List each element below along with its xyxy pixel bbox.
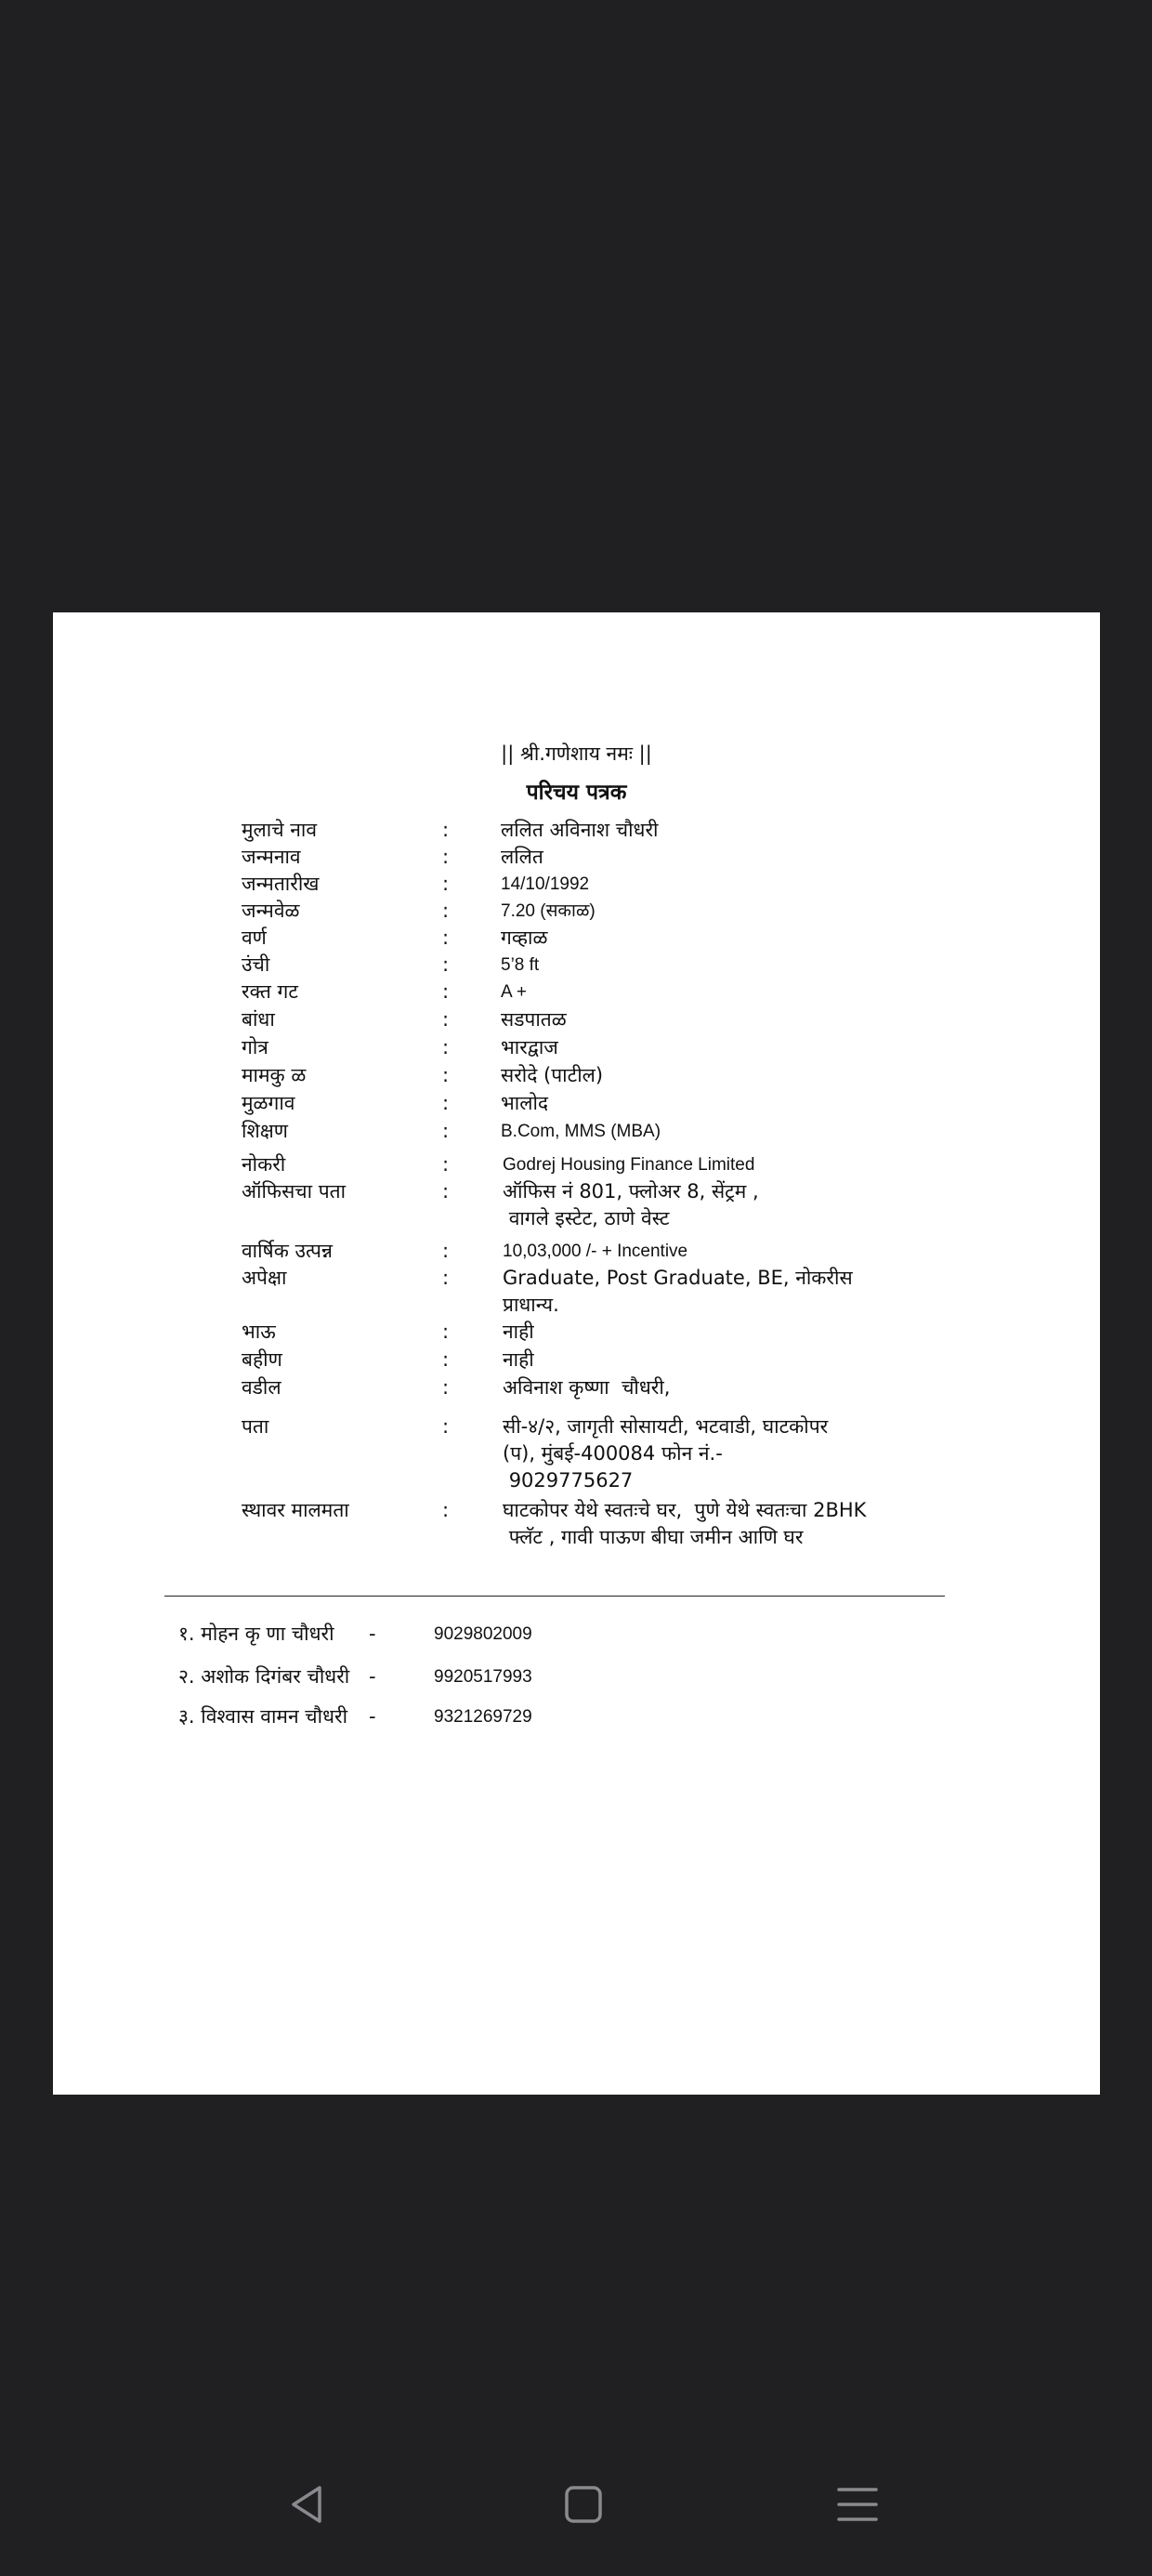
colon: :: [442, 1240, 450, 1262]
info-value: सडपातळ: [501, 1008, 567, 1031]
reference-dash: -: [369, 1665, 376, 1688]
colon: :: [442, 1321, 450, 1343]
info-label: नोकरी: [242, 1153, 286, 1176]
reference-phone: 9321269729: [434, 1707, 532, 1727]
info-value: नाही: [503, 1348, 534, 1371]
colon: :: [442, 873, 450, 895]
document-page: [53, 612, 1100, 2095]
system-navigation-bar: [0, 2453, 1152, 2556]
info-label: जन्मवेळ: [242, 900, 300, 922]
info-label: जन्मनाव: [242, 846, 301, 868]
info-label: वार्षिक उत्पन्न: [242, 1240, 333, 1262]
info-value: भारद्वाज: [501, 1036, 558, 1058]
info-label: गोत्र: [242, 1036, 268, 1058]
colon: :: [442, 1415, 450, 1438]
info-value: सरोदे (पाटील): [501, 1064, 604, 1086]
info-value: ललित अविनाश चौधरी: [501, 819, 659, 841]
info-value: सी-४/२, जागृती सोसायटी, भटवाडी, घाटकोपर (प), मुंबई-400084 फोन नं.- 9029775627: [503, 1415, 829, 1492]
back-icon: [286, 2482, 331, 2527]
home-icon: [561, 2482, 606, 2527]
back-button[interactable]: [276, 2472, 341, 2537]
info-value: 14/10/1992: [501, 874, 590, 894]
home-button[interactable]: [551, 2472, 616, 2537]
reference-dash: -: [369, 1705, 376, 1728]
colon: :: [442, 1348, 450, 1371]
colon: :: [442, 980, 450, 1003]
document-shloka: || श्री.गणेशाय नमः ||: [501, 743, 652, 765]
colon: :: [442, 1064, 450, 1086]
info-label: उंची: [242, 953, 270, 976]
info-label: बहीण: [242, 1348, 282, 1371]
info-value: नाही: [503, 1321, 534, 1343]
info-value: गव्हाळ: [501, 927, 548, 949]
info-label: मामकु ळ: [242, 1064, 307, 1086]
reference-name: २. अशोक दिगंबर चौधरी: [178, 1665, 350, 1688]
colon: :: [442, 953, 450, 976]
info-value: अविनाश कृष्णा चौधरी,: [503, 1376, 671, 1399]
colon: :: [442, 1180, 450, 1203]
info-label: अपेक्षा: [242, 1267, 287, 1289]
colon: :: [442, 1120, 450, 1142]
info-label: मुळगाव: [242, 1092, 295, 1114]
reference-name: ३. विश्वास वामन चौधरी: [178, 1705, 348, 1728]
colon: :: [442, 1008, 450, 1031]
info-label: वर्ण: [242, 927, 267, 949]
menu-button[interactable]: [825, 2472, 890, 2537]
info-label: स्थावर मालमता: [242, 1499, 349, 1521]
menu-icon: [835, 2482, 880, 2527]
info-label: मुलाचे नाव: [242, 819, 318, 841]
colon: :: [442, 1092, 450, 1114]
document-title: परिचय पत्रक: [526, 781, 627, 805]
info-label: रक्त गट: [242, 980, 298, 1003]
colon: :: [442, 1267, 450, 1289]
colon: :: [442, 1376, 450, 1399]
reference-phone: 9920517993: [434, 1667, 532, 1687]
reference-phone: 9029802009: [434, 1624, 532, 1644]
info-value: 5’8 ft: [501, 955, 540, 975]
info-label: ऑफिसचा पता: [242, 1180, 347, 1203]
colon: :: [442, 846, 450, 868]
info-value: B.Com, MMS (MBA): [501, 1122, 661, 1141]
info-value: ऑफिस नं 801, फ्लोअर 8, सेंट्रम , वागले इस्टेट, ठाणे वेस्ट: [503, 1180, 759, 1229]
colon: :: [442, 927, 450, 949]
colon: :: [442, 1153, 450, 1176]
info-value: Graduate, Post Graduate, BE, नोकरीस प्राधान्य.: [503, 1267, 853, 1316]
colon: :: [442, 819, 450, 841]
info-value: A +: [501, 982, 527, 1002]
info-label: वडील: [242, 1376, 281, 1399]
info-label: बांधा: [242, 1008, 275, 1031]
colon: :: [442, 1036, 450, 1058]
info-label: शिक्षण: [242, 1120, 288, 1142]
info-value: ललित: [501, 846, 543, 868]
info-value: घाटकोपर येथे स्वतःचे घर, पुणे येथे स्वतःचा 2BHK फ्लॅट , गावी पाऊण बीघा जमीन आणि घर: [503, 1499, 867, 1548]
info-label: भाऊ: [242, 1321, 276, 1343]
info-value: Godrej Housing Finance Limited: [503, 1155, 755, 1175]
info-value: 7.20 (सकाळ): [501, 901, 596, 921]
section-divider: [164, 1596, 945, 1597]
colon: :: [442, 900, 450, 922]
info-label: पता: [242, 1415, 269, 1438]
info-label: जन्मतारीख: [242, 873, 320, 895]
reference-dash: -: [369, 1623, 376, 1645]
info-value: भालोद: [501, 1092, 549, 1114]
colon: :: [442, 1499, 450, 1521]
reference-name: १. मोहन कृ णा चौधरी: [178, 1623, 334, 1645]
info-value: 10,03,000 /- + Incentive: [503, 1242, 688, 1261]
